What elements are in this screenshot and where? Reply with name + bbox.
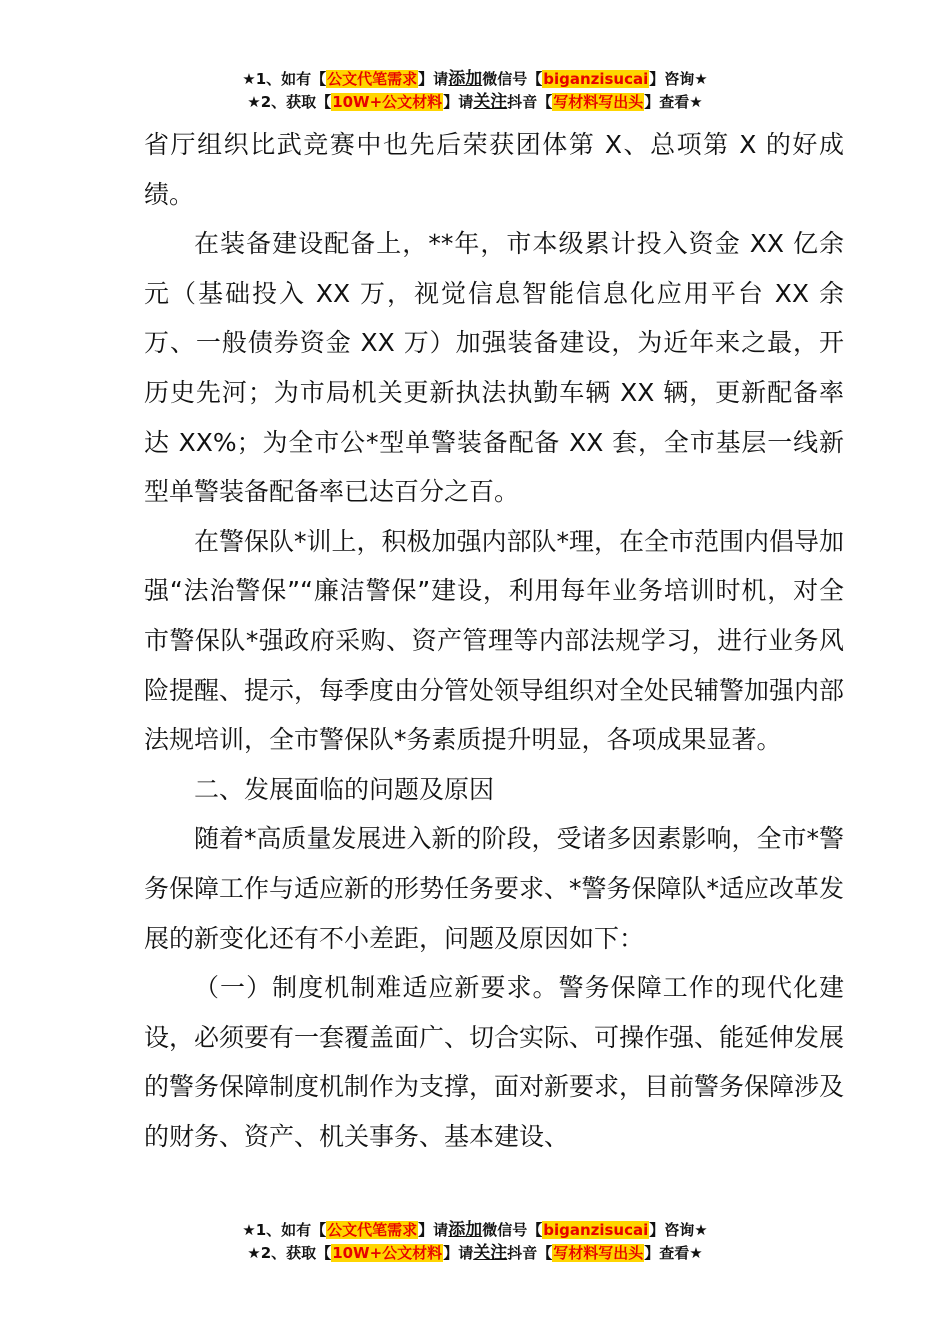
promo-text: 微信号【 — [482, 1221, 543, 1239]
promo-text: 】请 — [418, 70, 449, 88]
section-heading: 二、发展面临的问题及原因 — [194, 774, 495, 804]
promo-emphasis: 添加 — [448, 69, 483, 89]
promo-emphasis: 添加 — [448, 1220, 483, 1240]
promo-text: 抖音【 — [507, 93, 553, 111]
promo-line-2 — [0, 91, 950, 114]
promo-wechat-id: biganzisucai — [543, 1221, 649, 1239]
promo-text: 】查看★ — [644, 1244, 703, 1262]
promo-text: 】咨询★ — [649, 1221, 708, 1239]
paragraph-continuation: 省厅组织比武竞赛中也先后荣获团体第 X、总项第 X 的好成绩。 — [144, 130, 844, 209]
paragraph-training: 在警保队*训上，积极加强内部队*理，在全市范围内倡导加强“法治警保”“廉洁警保”建设，利用每年业务培训时机，对全市警保队*强政府采购、资产管理等内部法规学习，进行业务风险提醒、提示，每季度由分管处领导组织对全处民辅警加强内部法规培训，全市警保队*务素质提升明显，各项成果显著。 — [144, 526, 845, 755]
promo-text: 抖音【 — [507, 1244, 553, 1262]
promo-highlight: 公文代笔需求 — [327, 70, 418, 88]
promo-douyin-id: 写材料写出头 — [553, 93, 644, 111]
promo-douyin-id: 写材料写出头 — [553, 1244, 644, 1262]
promo-text: 微信号【 — [482, 70, 543, 88]
promo-emphasis: 关注 — [473, 92, 508, 112]
promo-highlight: 公文代笔需求 — [327, 1221, 418, 1239]
promo-highlight: 10W+公文材料 — [332, 1244, 443, 1262]
paragraph-problems-intro: 随着*高质量发展进入新的阶段，受诸多因素影响，全市*警务保障工作与适应新的形势任务要求、*警务保障队*适应改革发展的新变化还有不小差距，问题及原因如下： — [144, 824, 845, 953]
promo-highlight: 10W+公文材料 — [332, 93, 443, 111]
promo-text: ★1、如有【 — [242, 70, 327, 88]
paragraph-equipment: 在装备建设配备上，**年，市本级累计投入资金 XX 亿余元（基础投入 XX 万，视觉信息智能信息化应用平台 XX 余万、一般债券资金 XX 万）加强装备建设，为近年来之最，开历史先河；为市局机关更新执法执勤车辆 XX 辆，更新配备率达 XX%；为全市公*型单警装备配备 XX 套，全市基层一线新型单警装备配备率已达百分之百。 — [144, 229, 844, 507]
document-body — [144, 120, 844, 1161]
promo-text: 】咨询★ — [649, 70, 708, 88]
promo-banner-top — [0, 68, 950, 114]
promo-wechat-id: biganzisucai — [543, 70, 649, 88]
promo-text: 】请 — [418, 1221, 449, 1239]
promo-emphasis: 关注 — [473, 1243, 508, 1263]
promo-text: 】请 — [443, 1244, 474, 1262]
promo-text: ★2、获取【 — [247, 93, 332, 111]
promo-line-1 — [0, 1219, 950, 1242]
promo-banner-bottom — [0, 1219, 950, 1265]
promo-text: 】查看★ — [644, 93, 703, 111]
promo-text: 】请 — [443, 93, 474, 111]
promo-line-2 — [0, 1242, 950, 1265]
paragraph-problem-1: （一）制度机制难适应新要求。警务保障工作的现代化建设，必须要有一套覆盖面广、切合实际、可操作强、能延伸发展的警务保障制度机制作为支撑，面对新要求，目前警务保障涉及的财务、资产、机关事务、基本建设、 — [144, 973, 845, 1151]
promo-text: ★1、如有【 — [242, 1221, 327, 1239]
promo-line-1 — [0, 68, 950, 91]
promo-text: ★2、获取【 — [247, 1244, 332, 1262]
